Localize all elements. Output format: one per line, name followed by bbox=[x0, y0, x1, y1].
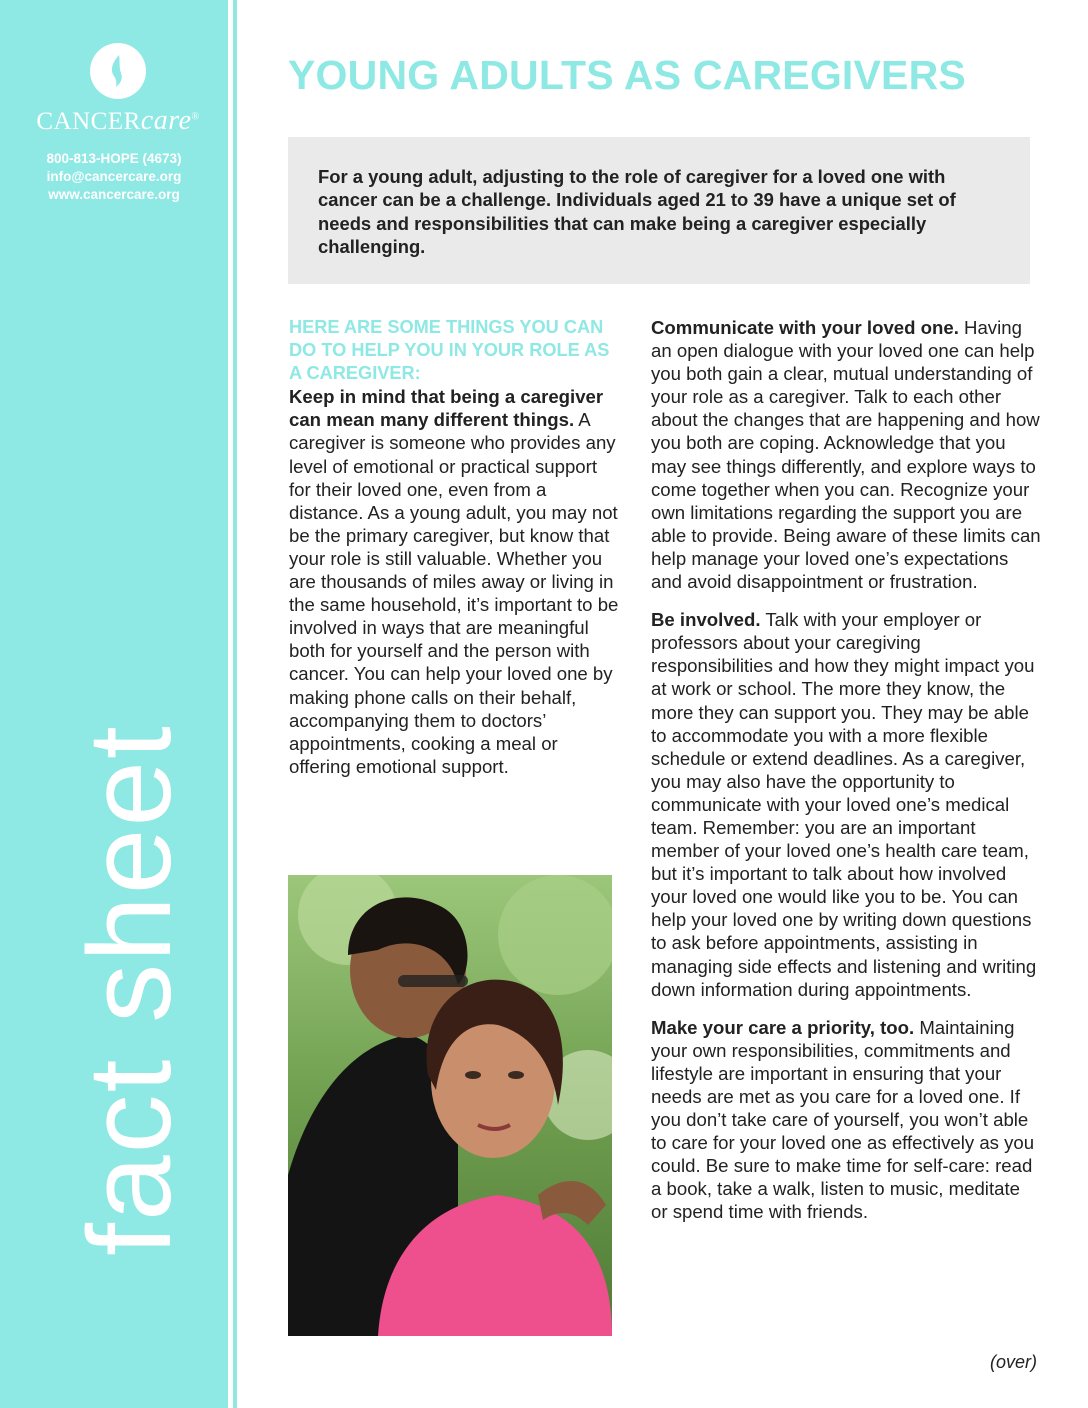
caregiver-photo bbox=[288, 875, 612, 1336]
intro-box bbox=[288, 137, 1030, 284]
paragraph-lead: Be involved. bbox=[651, 609, 761, 631]
section-subhead: HERE ARE SOME THINGS YOU CAN DO TO HELP YOU IN YOUR ROLE AS A CAREGIVER: bbox=[289, 317, 610, 384]
paragraph-body: A caregiver is someone who provides any level of emotional or practical support for their loved one, even from a distance. As a young adult, you may not be the primary caregiver, but know that your role is still valuable. Whether you are thousands of miles away or living in the same household, it’s important to be involved in ways that are meaningful both for yourself and the person with cancer. You can help your loved one by making phone calls on their behalf, accompanying them to doctors’ appointments, cooking a meal or offering emotional support. bbox=[289, 409, 619, 777]
website-link[interactable]: www.cancercare.org bbox=[48, 187, 180, 202]
column-right bbox=[651, 316, 1041, 1224]
cancercare-logo-icon bbox=[90, 43, 146, 99]
logo-wordmark: CANCERcare® bbox=[36, 105, 200, 136]
column-left bbox=[289, 316, 619, 778]
email-link[interactable]: info@cancercare.org bbox=[46, 169, 182, 184]
paragraph-self-care bbox=[651, 1016, 1041, 1224]
sidebar bbox=[0, 0, 228, 1408]
paragraph-communicate bbox=[651, 316, 1041, 593]
phone-number: 800-813-HOPE (4673) bbox=[46, 151, 182, 166]
paragraph-lead: Communicate with your loved one. bbox=[651, 317, 959, 338]
paragraph-body: Talk with your employer or professors about your caregiving responsibilities and how they might impact you at work or school. The more they know, the more they can support you. They may be able to accommodate you with a more flexible schedule or extend deadlines. As a caregiver, you may also have the opportunity to communicate with your loved one’s medical team. Remember: you are an important member of your loved one’s health care team, but it’s important to talk about how involved your loved one would like you to be. You can help your loved one by writing down questions to ask before appointments, assisting in managing side effects and listening and writing down information during appointments. bbox=[651, 609, 1037, 1000]
page-title: YOUNG ADULTS AS CAREGIVERS bbox=[288, 52, 966, 98]
over-indicator: (over) bbox=[990, 1352, 1038, 1372]
intro-text: For a young adult, adjusting to the role of caregiver for a loved one with cancer can be a challenge. Individuals aged 21 to 39 have a unique set of needs and responsibilities that can make being a caregiver especially challenging. bbox=[318, 166, 956, 257]
paragraph-lead: Keep in mind that being a caregiver can mean many different things. bbox=[289, 386, 604, 431]
sidebar-divider-accent bbox=[233, 0, 237, 1408]
paragraph-lead: Make your care a priority, too. bbox=[651, 1016, 915, 1038]
paragraph-involved bbox=[651, 608, 1041, 1001]
paragraph-meaning bbox=[289, 385, 619, 778]
contact-info bbox=[0, 150, 228, 204]
paragraph-body: Having an open dialogue with your loved one can help you both gain a clear, mutual understanding of your role as a caregiver. Talk to each other about the changes that are happening and how you both are coping. Acknowledge that you may see things differently, and explore ways to come together when you can. Recognize your own limitations regarding the support you are able to provide. Being aware of these limits can help manage your loved one’s expectations and avoid disappointment or frustration. bbox=[651, 317, 1041, 593]
paragraph-body: Maintaining your own responsibilities, commitments and lifestyle are important in ensuring that your needs are met as you care for a loved one. If you don’t take care of yourself, you won’t able to care for your loved one as effectively as you could. Be sure to make time for self-care: read a book, take a walk, listen to music, meditate or spend time with friends. bbox=[651, 1016, 1035, 1223]
fact-sheet-label: fact sheet bbox=[64, 724, 196, 1256]
